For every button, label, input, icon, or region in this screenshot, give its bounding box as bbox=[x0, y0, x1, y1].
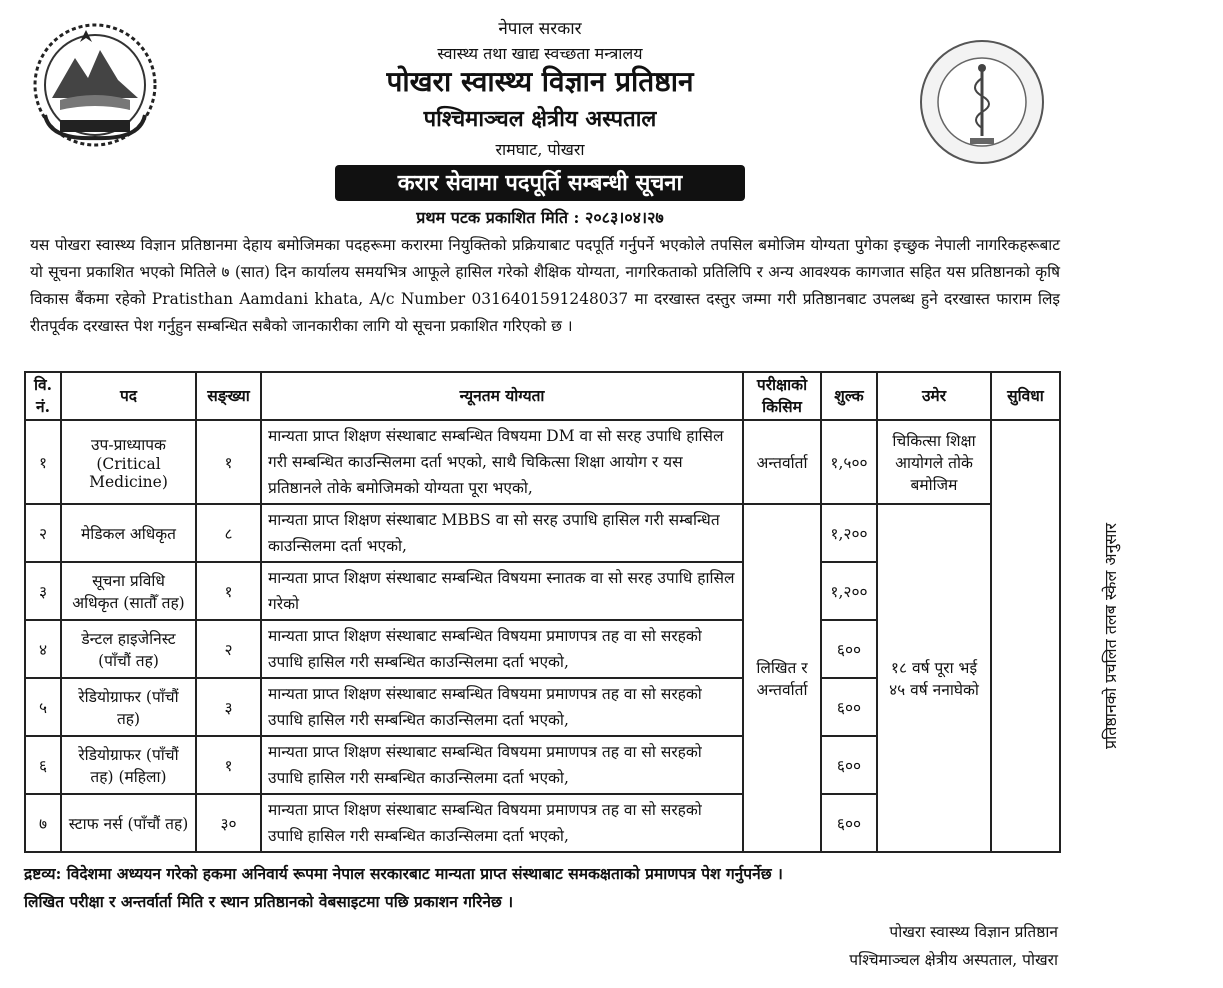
row-post: रेडियोग्राफर (पाँचौं तह) bbox=[61, 678, 196, 736]
govt-name: नेपाल सरकार bbox=[498, 19, 582, 39]
row-post: रेडियोग्राफर (पाँचौं तह) (महिला) bbox=[61, 736, 196, 794]
row-qualification: मान्यता प्राप्त शिक्षण संस्थाबाट सम्बन्धित विषयमा DM वा सो सरह उपाधि हासिल गरी सम्बन्धित काउन्सिलमा दर्ता भएको, साथै चिकित्सा शिक्षा आयोग र यस प्रतिष्ठानले तोके बमोजिमको योग्यता पूरा भएको, bbox=[261, 420, 743, 504]
row-post: उप-प्राध्यापक (Critical Medicine) bbox=[61, 420, 196, 504]
row-fee: ६०० bbox=[821, 794, 877, 852]
row-fee: १,२०० bbox=[821, 562, 877, 620]
benefit-cell bbox=[991, 420, 1121, 852]
hospital-name: पश्चिमाञ्चल क्षेत्रीय अस्पताल bbox=[423, 106, 657, 132]
nepal-emblem-icon bbox=[30, 20, 160, 150]
row-count: १ bbox=[196, 736, 261, 794]
institute-seal-icon bbox=[918, 38, 1046, 166]
intro-paragraph: यस पोखरा स्वास्थ्य विज्ञान प्रतिष्ठानमा देहाय बमोजिमका पदहरूमा करारमा नियुक्तिको प्रक्रियाबाट पदपूर्ति गर्नुपर्ने भएकोले तपसिल बमोजिम योग्यता पुगेका इच्छुक नेपाली नागरिकहरूबाट यो सूचना प्रकाशित भएको मितिले ७ (सात) दिन कार्यालय समयभित्र आफूले हासिल गरेको शैक्षिक योग्यता, नागरिकताको प्रतिलिपि र अन्य आवश्यक कागजात सहित यस प्रतिष्ठानको कृषि विकास बैंकमा रहेको Pratisthan Aamdani khata, A/c Number 0316401591248037 मा दरखास्त दस्तुर जम्मा गरी प्रतिष्ठानबाट उपलब्ध हुने दरखास्त फाराम लिइ रीतपूर्वक दरखास्त पेश गर्नुहुन सम्बन्धित सबैको जानकारीका लागि यो सूचना प्रकाशित गरिएको छ । bbox=[30, 236, 1060, 335]
benefit-text: प्रतिष्ठानको प्रचलित तलब स्केल अनुसार bbox=[1101, 522, 1121, 750]
institute-name: पोखरा स्वास्थ्य विज्ञान प्रतिष्ठान bbox=[386, 65, 694, 98]
row-sn: ५ bbox=[25, 678, 61, 736]
row-qualification: मान्यता प्राप्त शिक्षण संस्थाबाट सम्बन्धित विषयमा प्रमाणपत्र तह वा सो सरहको उपाधि हासिल गरी सम्बन्धित काउन्सिलमा दर्ता भएको, bbox=[261, 736, 743, 794]
table-header-row bbox=[25, 372, 1060, 420]
published-date: प्रथम पटक प्रकाशित मिति : २०८३।०४।२७ bbox=[416, 208, 664, 227]
row-sn: ६ bbox=[25, 736, 61, 794]
row-post: डेन्टल हाइजेनिस्ट (पाँचौं तह) bbox=[61, 620, 196, 678]
col-header-age: उमेर bbox=[877, 372, 991, 420]
row-exam-type: लिखित र अन्तर्वार्ता bbox=[743, 504, 821, 852]
row-fee: ६०० bbox=[821, 736, 877, 794]
row-age: चिकित्सा शिक्षा आयोगले तोके बमोजिम bbox=[877, 420, 991, 504]
row-sn: ४ bbox=[25, 620, 61, 678]
row-count: १ bbox=[196, 420, 261, 504]
notice-title: करार सेवामा पदपूर्ति सम्बन्धी सूचना bbox=[335, 165, 745, 201]
row-count: १ bbox=[196, 562, 261, 620]
footer-institute: पोखरा स्वास्थ्य विज्ञान प्रतिष्ठान bbox=[889, 923, 1058, 941]
note-line: लिखित परीक्षा र अन्तर्वार्ता मिति र स्थान प्रतिष्ठानको वेबसाइटमा पछि प्रकाशन गरिनेछ । bbox=[24, 892, 514, 911]
address: रामघाट, पोखरा bbox=[495, 140, 585, 159]
row-fee: १,५०० bbox=[821, 420, 877, 504]
row-sn: ७ bbox=[25, 794, 61, 852]
row-sn: २ bbox=[25, 504, 61, 562]
table-row bbox=[25, 420, 1060, 504]
notes-section bbox=[24, 860, 1064, 916]
row-qualification: मान्यता प्राप्त शिक्षण संस्थाबाट सम्बन्धित विषयमा प्रमाणपत्र तह वा सो सरहको उपाधि हासिल गरी सम्बन्धित काउन्सिलमा दर्ता भएको, bbox=[261, 678, 743, 736]
row-exam-type: अन्तर्वार्ता bbox=[743, 420, 821, 504]
row-sn: १ bbox=[25, 420, 61, 504]
col-header-benefit: सुविधा bbox=[991, 372, 1060, 420]
col-header-qualification: न्यूनतम योग्यता bbox=[261, 372, 743, 420]
row-post: मेडिकल अधिकृत bbox=[61, 504, 196, 562]
row-count: ३० bbox=[196, 794, 261, 852]
row-qualification: मान्यता प्राप्त शिक्षण संस्थाबाट सम्बन्धित विषयमा स्नातक वा सो सरह उपाधि हासिल गरेको bbox=[261, 562, 743, 620]
row-post: स्टाफ नर्स (पाँचौं तह) bbox=[61, 794, 196, 852]
row-qualification: मान्यता प्राप्त शिक्षण संस्थाबाट सम्बन्धित विषयमा प्रमाणपत्र तह वा सो सरहको उपाधि हासिल गरी सम्बन्धित काउन्सिलमा दर्ता भएको, bbox=[261, 794, 743, 852]
col-header-exam-type: परीक्षाको किसिम bbox=[743, 372, 821, 420]
row-count: ३ bbox=[196, 678, 261, 736]
footer-hospital: पश्चिमाञ्चल क्षेत्रीय अस्पताल, पोखरा bbox=[849, 951, 1058, 969]
table-row bbox=[25, 504, 1060, 562]
col-header-count: सङ्ख्या bbox=[196, 372, 261, 420]
row-age: १८ वर्ष पूरा भई ४५ वर्ष ननाघेको bbox=[877, 504, 991, 852]
col-header-fee: शुल्क bbox=[821, 372, 877, 420]
col-header-post: पद bbox=[61, 372, 196, 420]
row-count: २ bbox=[196, 620, 261, 678]
row-qualification: मान्यता प्राप्त शिक्षण संस्थाबाट सम्बन्धित विषयमा प्रमाणपत्र तह वा सो सरहको उपाधि हासिल गरी सम्बन्धित काउन्सिलमा दर्ता भएको, bbox=[261, 620, 743, 678]
vacancy-table bbox=[24, 371, 1121, 853]
row-fee: ६०० bbox=[821, 620, 877, 678]
row-fee: ६०० bbox=[821, 678, 877, 736]
ministry-name: स्वास्थ्य तथा खाद्य स्वच्छता मन्त्रालय bbox=[437, 44, 643, 63]
note-line: द्रष्टव्य: विदेशमा अध्ययन गरेको हकमा अनिवार्य रूपमा नेपाल सरकारबाट मान्यता प्राप्त संस्थाबाट समकक्षताको प्रमाणपत्र पेश गर्नुपर्नेछ । bbox=[24, 864, 783, 883]
row-sn: ३ bbox=[25, 562, 61, 620]
row-qualification: मान्यता प्राप्त शिक्षण संस्थाबाट MBBS वा सो सरह उपाधि हासिल गरी सम्बन्धित काउन्सिलमा दर्ता भएको, bbox=[261, 504, 743, 562]
row-fee: १,२०० bbox=[821, 504, 877, 562]
col-header-sn: वि. नं. bbox=[25, 372, 61, 420]
row-post: सूचना प्रविधि अधिकृत (सातौँ तह) bbox=[61, 562, 196, 620]
row-count: ८ bbox=[196, 504, 261, 562]
